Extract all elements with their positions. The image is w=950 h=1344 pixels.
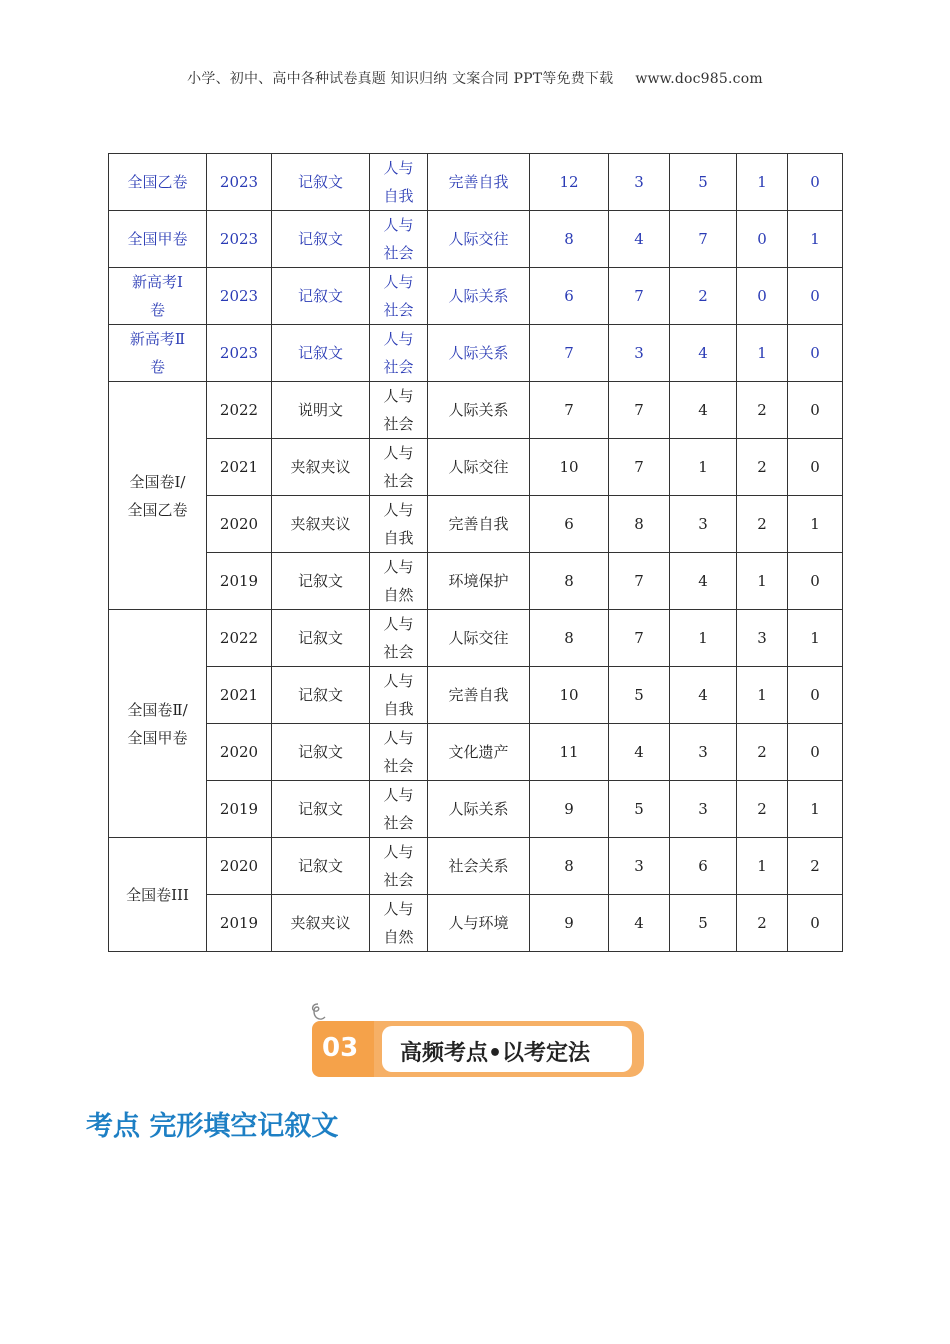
count-cell: 0	[788, 325, 843, 382]
genre-cell: 记叙文	[272, 838, 370, 895]
theme-cell	[370, 724, 428, 781]
theme-line-2: 社会	[383, 871, 414, 889]
count-cell: 7	[609, 268, 670, 325]
count-cell: 7	[609, 439, 670, 496]
topic-cell: 人际关系	[428, 325, 530, 382]
topic-cell: 人与环境	[428, 895, 530, 952]
topic-cell: 人际关系	[428, 382, 530, 439]
topic-cell: 环境保护	[428, 553, 530, 610]
table-row	[109, 268, 843, 325]
count-cell: 0	[788, 724, 843, 781]
theme-cell	[370, 211, 428, 268]
count-cell: 1	[788, 781, 843, 838]
table-row	[109, 838, 843, 895]
count-cell: 3	[609, 325, 670, 382]
genre-cell: 记叙文	[272, 268, 370, 325]
count-cell: 2	[788, 838, 843, 895]
genre-cell: 记叙文	[272, 781, 370, 838]
table-row	[109, 211, 843, 268]
theme-line-2: 自然	[383, 586, 414, 604]
count-cell: 2	[670, 268, 737, 325]
theme-line-2: 自然	[383, 928, 414, 946]
count-cell: 0	[788, 382, 843, 439]
count-cell: 0	[737, 211, 788, 268]
count-cell: 8	[530, 211, 609, 268]
count-cell: 6	[530, 496, 609, 553]
count-cell: 8	[530, 553, 609, 610]
topic-cell: 人际关系	[428, 781, 530, 838]
topic-cell: 人际交往	[428, 610, 530, 667]
count-cell: 0	[788, 154, 843, 211]
theme-line-2: 社会	[383, 244, 414, 262]
table-row	[109, 781, 843, 838]
theme-line-1: 人与	[383, 615, 414, 633]
page-header	[0, 68, 950, 88]
count-cell: 5	[609, 667, 670, 724]
count-cell: 0	[737, 268, 788, 325]
genre-cell: 记叙文	[272, 211, 370, 268]
year-cell: 2022	[207, 610, 272, 667]
exam-line-1: 新高考Ⅱ	[129, 330, 186, 348]
theme-cell	[370, 553, 428, 610]
count-cell: 0	[788, 268, 843, 325]
table-row	[109, 610, 843, 667]
count-cell: 7	[609, 382, 670, 439]
year-cell: 2019	[207, 553, 272, 610]
year-cell: 2019	[207, 895, 272, 952]
table-row	[109, 895, 843, 952]
count-cell: 5	[670, 895, 737, 952]
genre-cell: 记叙文	[272, 154, 370, 211]
exam-line-2: 卷	[149, 301, 165, 319]
exam-cell	[109, 268, 207, 325]
table-row	[109, 439, 843, 496]
count-cell: 3	[609, 838, 670, 895]
theme-line-1: 人与	[383, 159, 414, 177]
theme-line-2: 社会	[383, 415, 414, 433]
exam-group-cell: 全国卷III	[109, 838, 207, 952]
theme-cell	[370, 154, 428, 211]
theme-cell	[370, 325, 428, 382]
count-cell: 4	[670, 553, 737, 610]
count-cell: 9	[530, 781, 609, 838]
count-cell: 2	[737, 496, 788, 553]
theme-line-1: 人与	[383, 558, 414, 576]
genre-cell: 记叙文	[272, 667, 370, 724]
count-cell: 9	[530, 895, 609, 952]
topic-cell: 完善自我	[428, 667, 530, 724]
theme-line-2: 社会	[383, 301, 414, 319]
table-row	[109, 154, 843, 211]
exam-group-cell	[109, 382, 207, 610]
count-cell: 5	[670, 154, 737, 211]
theme-cell	[370, 781, 428, 838]
header-url[interactable]: www.doc985.com	[635, 71, 763, 87]
badge-label-box	[374, 1021, 644, 1077]
topic-cell: 人际交往	[428, 211, 530, 268]
count-cell: 2	[737, 382, 788, 439]
topic-cell: 社会关系	[428, 838, 530, 895]
year-cell: 2020	[207, 724, 272, 781]
count-cell: 1	[737, 154, 788, 211]
genre-cell: 记叙文	[272, 325, 370, 382]
genre-cell: 记叙文	[272, 724, 370, 781]
count-cell: 7	[670, 211, 737, 268]
theme-line-1: 人与	[383, 273, 414, 291]
theme-cell	[370, 496, 428, 553]
theme-line-1: 人与	[383, 501, 414, 519]
theme-line-2: 社会	[383, 643, 414, 661]
count-cell: 4	[609, 211, 670, 268]
theme-line-2: 自我	[383, 700, 414, 718]
exam-cell	[109, 325, 207, 382]
count-cell: 1	[737, 325, 788, 382]
genre-cell: 记叙文	[272, 610, 370, 667]
theme-line-2: 社会	[383, 472, 414, 490]
count-cell: 7	[609, 610, 670, 667]
exam-group-cell	[109, 610, 207, 838]
theme-cell	[370, 895, 428, 952]
theme-line-1: 人与	[383, 843, 414, 861]
count-cell: 11	[530, 724, 609, 781]
exam-cell: 全国甲卷	[109, 211, 207, 268]
theme-line-2: 社会	[383, 358, 414, 376]
table-row	[109, 325, 843, 382]
theme-line-1: 人与	[383, 216, 414, 234]
count-cell: 1	[670, 610, 737, 667]
theme-line-1: 人与	[383, 330, 414, 348]
count-cell: 1	[737, 553, 788, 610]
count-cell: 7	[530, 325, 609, 382]
exam-cell: 全国乙卷	[109, 154, 207, 211]
genre-cell: 夹叙夹议	[272, 496, 370, 553]
genre-cell: 夹叙夹议	[272, 439, 370, 496]
count-cell: 1	[737, 667, 788, 724]
count-cell: 12	[530, 154, 609, 211]
theme-cell	[370, 439, 428, 496]
count-cell: 6	[530, 268, 609, 325]
exam-line-1: 全国卷Ⅰ/	[129, 472, 186, 491]
count-cell: 3	[670, 496, 737, 553]
count-cell: 4	[609, 895, 670, 952]
count-cell: 6	[670, 838, 737, 895]
theme-line-1: 人与	[383, 444, 414, 462]
exam-statistics-table	[108, 153, 843, 952]
count-cell: 10	[530, 439, 609, 496]
theme-line-1: 人与	[383, 786, 414, 804]
count-cell: 1	[788, 211, 843, 268]
count-cell: 0	[788, 667, 843, 724]
count-cell: 8	[530, 838, 609, 895]
count-cell: 1	[788, 496, 843, 553]
year-cell: 2023	[207, 154, 272, 211]
theme-cell	[370, 382, 428, 439]
theme-line-1: 人与	[383, 387, 414, 405]
count-cell: 2	[737, 724, 788, 781]
count-cell: 7	[609, 553, 670, 610]
exam-line-2: 全国乙卷	[127, 500, 188, 519]
badge-label-inner	[382, 1026, 632, 1072]
count-cell: 4	[609, 724, 670, 781]
count-cell: 1	[670, 439, 737, 496]
genre-cell: 夹叙夹议	[272, 895, 370, 952]
year-cell: 2019	[207, 781, 272, 838]
topic-cell: 完善自我	[428, 154, 530, 211]
count-cell: 0	[788, 439, 843, 496]
theme-line-2: 自我	[383, 187, 414, 205]
year-cell: 2021	[207, 439, 272, 496]
table-row	[109, 382, 843, 439]
section-title: 考点 完形填空记叙文	[86, 1111, 339, 1142]
header-text: 小学、初中、高中各种试卷真题 知识归纳 文案合同 PPT等免费下载	[187, 71, 614, 87]
theme-cell	[370, 268, 428, 325]
year-cell: 2020	[207, 838, 272, 895]
theme-line-2: 社会	[383, 814, 414, 832]
count-cell: 3	[609, 154, 670, 211]
count-cell: 3	[670, 724, 737, 781]
count-cell: 4	[670, 325, 737, 382]
table-row	[109, 667, 843, 724]
theme-line-1: 人与	[383, 672, 414, 690]
theme-cell	[370, 610, 428, 667]
exam-line-2: 全国甲卷	[127, 728, 188, 747]
theme-cell	[370, 838, 428, 895]
table-row	[109, 724, 843, 781]
count-cell: 5	[609, 781, 670, 838]
genre-cell: 记叙文	[272, 553, 370, 610]
badge-label: 高频考点•以考定法	[400, 1041, 591, 1066]
theme-cell	[370, 667, 428, 724]
badge-number-box	[312, 1021, 382, 1077]
count-cell: 1	[788, 610, 843, 667]
count-cell: 2	[737, 781, 788, 838]
count-cell: 4	[670, 382, 737, 439]
topic-cell: 文化遗产	[428, 724, 530, 781]
count-cell: 8	[609, 496, 670, 553]
genre-cell: 说明文	[272, 382, 370, 439]
exam-line-1: 全国卷Ⅱ/	[127, 700, 188, 719]
year-cell: 2023	[207, 325, 272, 382]
theme-line-2: 社会	[383, 757, 414, 775]
count-cell: 2	[737, 439, 788, 496]
table-row	[109, 553, 843, 610]
count-cell: 4	[670, 667, 737, 724]
count-cell: 2	[737, 895, 788, 952]
count-cell: 0	[788, 895, 843, 952]
count-cell: 3	[737, 610, 788, 667]
theme-line-2: 自我	[383, 529, 414, 547]
count-cell: 10	[530, 667, 609, 724]
year-cell: 2020	[207, 496, 272, 553]
theme-line-1: 人与	[383, 900, 414, 918]
year-cell: 2023	[207, 211, 272, 268]
exam-line-2: 卷	[149, 358, 165, 376]
count-cell: 3	[670, 781, 737, 838]
theme-line-1: 人与	[383, 729, 414, 747]
exam-line-1: 新高考Ⅰ	[132, 273, 183, 291]
count-cell: 1	[737, 838, 788, 895]
count-cell: 8	[530, 610, 609, 667]
table-row	[109, 496, 843, 553]
count-cell: 7	[530, 382, 609, 439]
count-cell: 0	[788, 553, 843, 610]
badge-number: 03	[322, 1033, 359, 1063]
year-cell: 2022	[207, 382, 272, 439]
topic-cell: 人际关系	[428, 268, 530, 325]
topic-cell: 人际交往	[428, 439, 530, 496]
section-badge	[312, 1018, 646, 1080]
topic-cell: 完善自我	[428, 496, 530, 553]
year-cell: 2023	[207, 268, 272, 325]
year-cell: 2021	[207, 667, 272, 724]
